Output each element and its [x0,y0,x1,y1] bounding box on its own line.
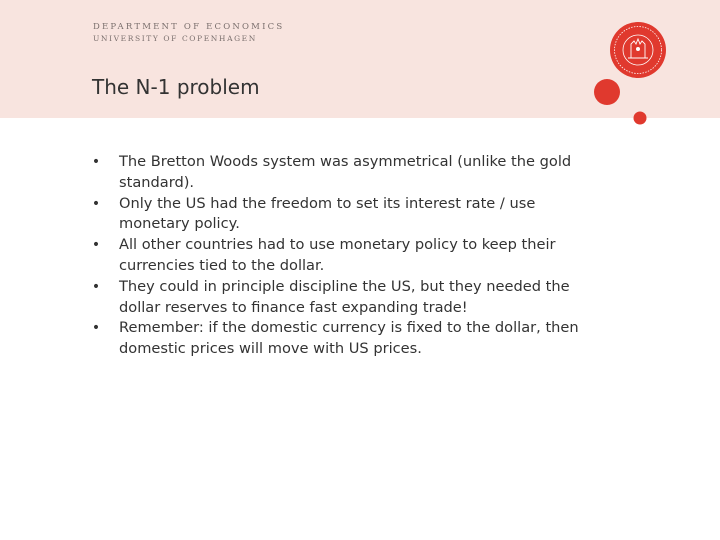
accent-dot-small [634,112,647,125]
university-name: UNIVERSITY OF COPENHAGEN [93,34,257,43]
bullet-item [90,235,610,277]
bullet-marker: • [91,237,101,254]
bullet-item [90,194,610,236]
accent-dot-large [594,79,620,105]
bullet-marker: • [91,154,101,170]
bullet-text: Only the US had the freedom to set its interest rate / use monetary policy. [119,194,536,233]
bullet-text: They could in principle discipline the US, but they needed the dollar reserves to finance fast expanding trade! [119,277,570,316]
bullet-marker: • [91,320,101,337]
bullet-text: Remember: if the domestic currency is fixed to the dollar, then domestic prices will move with US prices. [119,319,579,358]
bullet-marker: • [91,195,101,212]
bullet-item [90,152,610,194]
bullet-text: The Bretton Woods system was asymmetrical (unlike the gold standard). [119,153,572,191]
bullet-marker: • [91,278,101,295]
bullet-text: All other countries had to use monetary policy to keep their currencies tied to the dollar. [119,236,556,274]
bullet-list [90,152,610,360]
department-name: DEPARTMENT OF ECONOMICS [93,22,285,32]
bullet-item [90,277,610,319]
university-seal-icon [588,20,668,130]
bullet-item [90,318,610,360]
slide-title: The N-1 problem [92,75,260,99]
